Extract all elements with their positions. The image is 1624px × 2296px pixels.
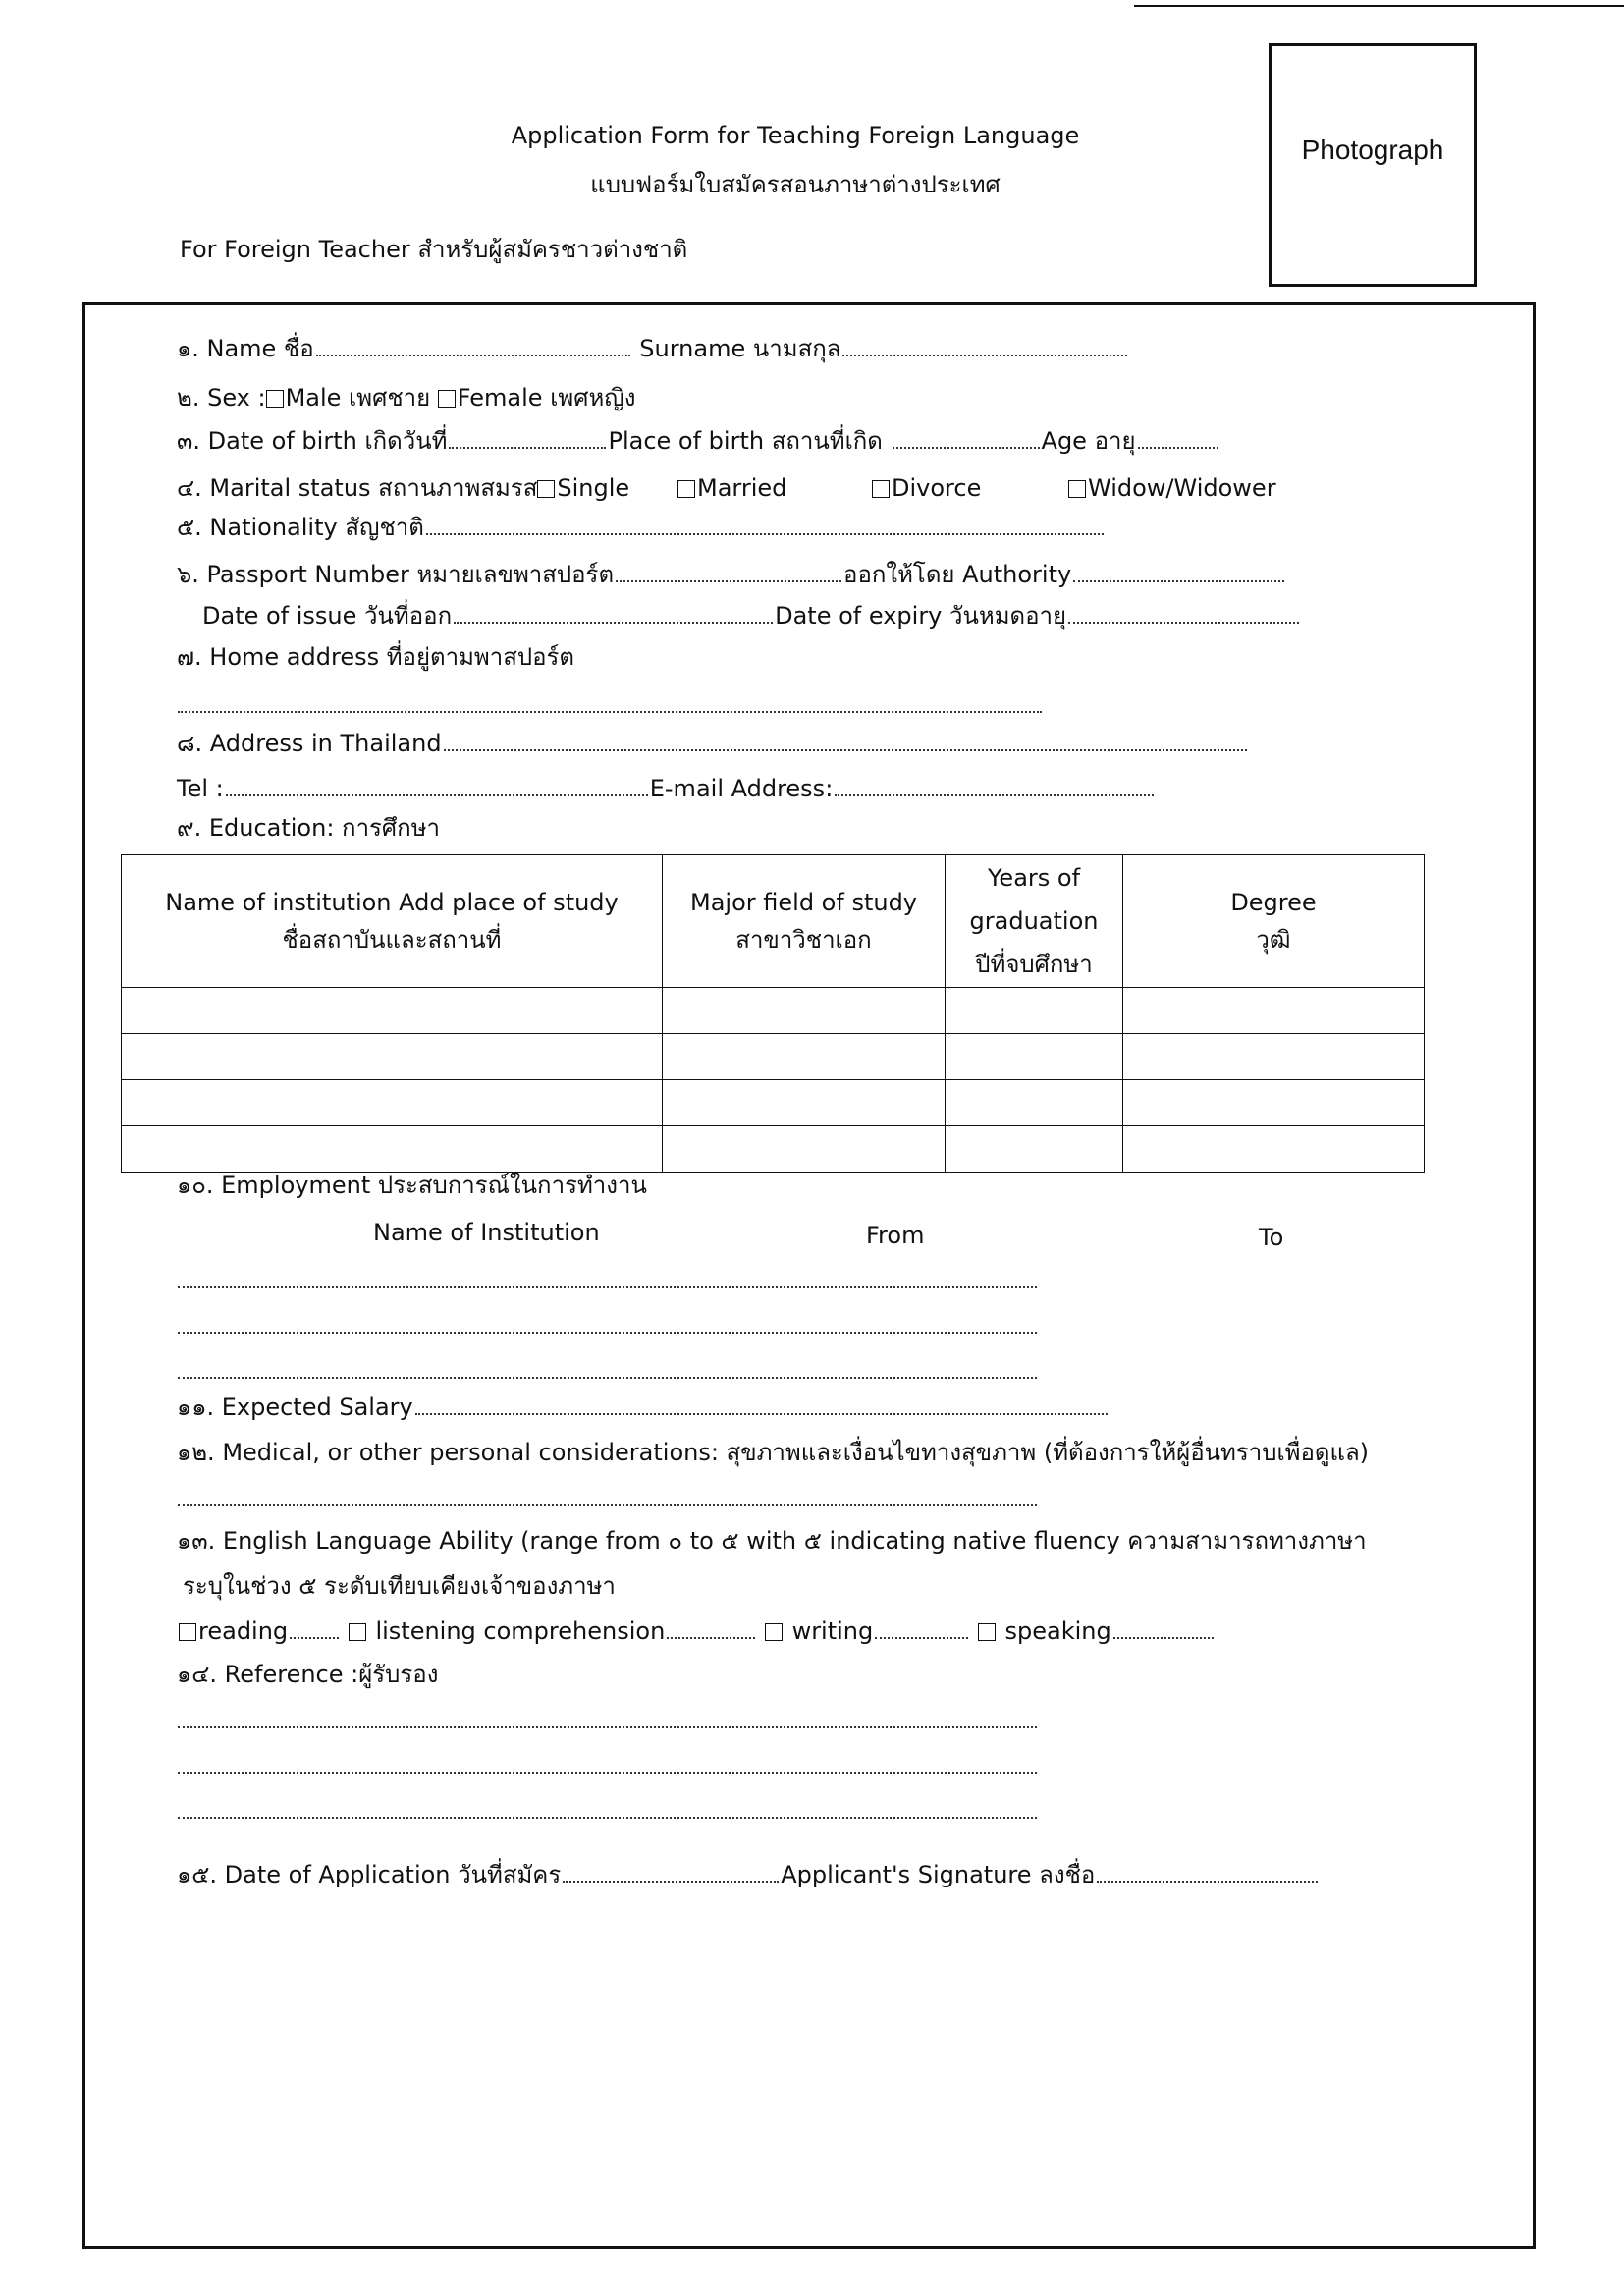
- table-cell[interactable]: [946, 988, 1123, 1034]
- form-title-en: Application Form for Teaching Foreign Language: [511, 122, 1080, 149]
- salary-label: ๑๑. Expected Salary: [177, 1394, 413, 1421]
- female-label: Female เพศหญิง: [457, 384, 636, 411]
- home-address-label: ๗. Home address ที่อยู่ตามพาสปอร์ต: [177, 643, 574, 671]
- nationality-field[interactable]: [426, 533, 1104, 535]
- table-cell[interactable]: [122, 988, 663, 1034]
- expiry-label: Date of expiry วันหมดอายุ: [775, 602, 1067, 629]
- emp-col-from: From: [866, 1222, 925, 1249]
- table-cell[interactable]: [122, 1034, 663, 1080]
- pob-label: Place of birth สถานที่เกิด: [608, 427, 883, 455]
- married-label: Married: [697, 474, 787, 502]
- speaking-field[interactable]: [1113, 1637, 1214, 1639]
- table-cell[interactable]: [1123, 1126, 1425, 1173]
- table-cell[interactable]: [663, 1080, 946, 1126]
- divorce-label: Divorce: [892, 474, 982, 502]
- writing-checkbox[interactable]: [765, 1623, 783, 1641]
- nationality-row: [177, 513, 1106, 542]
- emp-col-to: To: [1259, 1224, 1284, 1251]
- table-cell[interactable]: [663, 1126, 946, 1173]
- single-checkbox[interactable]: [537, 480, 555, 498]
- english-label-th: ระบุในช่วง ๕ ระดับเทียบเคียงเจ้าของภาษา: [183, 1572, 616, 1600]
- table-cell[interactable]: [946, 1080, 1123, 1126]
- reference-line[interactable]: [178, 1772, 1037, 1774]
- major-header: Major field of study สาขาวิชาเอก: [663, 855, 946, 988]
- passport-row: [177, 560, 1286, 589]
- surname-field[interactable]: [842, 355, 1127, 356]
- reading-field[interactable]: [290, 1637, 339, 1639]
- divorce-option: [872, 473, 981, 503]
- dob-field[interactable]: [449, 447, 606, 449]
- education-label: ๙. Education: การศึกษา: [177, 814, 440, 842]
- widow-option: [1068, 473, 1276, 503]
- contact-row: [177, 774, 1156, 803]
- tel-label: Tel :: [177, 775, 224, 802]
- marital-row: [177, 473, 629, 503]
- date-app-label: ๑๕. Date of Application วันที่สมัคร: [177, 1861, 562, 1888]
- email-label: E-mail Address:: [649, 775, 834, 802]
- institution-header: Name of institution Add place of study ชื่อสถาบันและสถานที่: [122, 855, 663, 988]
- table-cell[interactable]: [663, 988, 946, 1034]
- employment-line[interactable]: [178, 1332, 1037, 1334]
- email-field[interactable]: [835, 794, 1154, 796]
- reference-line[interactable]: [178, 1817, 1037, 1819]
- english-label: ๑๓. English Language Ability (range from ๐ to ๕ with ๕ indicating native fluency ความสามารถทางภาษา: [177, 1527, 1367, 1555]
- signature-field[interactable]: [1097, 1881, 1318, 1883]
- married-checkbox[interactable]: [677, 480, 695, 498]
- widow-label: Widow/Widower: [1088, 474, 1276, 502]
- date-app-field[interactable]: [563, 1881, 779, 1883]
- speaking-label: speaking: [1004, 1617, 1111, 1645]
- female-checkbox[interactable]: [438, 390, 456, 408]
- passport-field[interactable]: [616, 580, 841, 582]
- reading-label: reading: [198, 1617, 289, 1645]
- name-row: [177, 334, 1129, 363]
- table-row: [122, 1080, 1425, 1126]
- passport-label: ๖. Passport Number หมายเลขพาสปอร์ต: [177, 561, 615, 588]
- salary-field[interactable]: [415, 1413, 1108, 1415]
- education-header-row: [122, 855, 1425, 988]
- expiry-field[interactable]: [1068, 622, 1299, 624]
- form-subtitle: For Foreign Teacher สำหรับผู้สมัครชาวต่างชาติ: [180, 236, 688, 263]
- thai-address-row: [177, 729, 1249, 758]
- emp-col-name: Name of Institution: [373, 1219, 600, 1246]
- degree-header: Degree วุฒิ: [1123, 855, 1425, 988]
- skills-row: [179, 1616, 1216, 1646]
- photograph-label: Photograph: [1301, 135, 1444, 165]
- home-address-field[interactable]: [178, 711, 1042, 713]
- nationality-label: ๕. Nationality สัญชาติ: [177, 514, 424, 541]
- reference-line[interactable]: [178, 1726, 1037, 1728]
- writing-field[interactable]: [875, 1637, 968, 1639]
- listening-field[interactable]: [667, 1637, 755, 1639]
- employment-line[interactable]: [178, 1286, 1037, 1288]
- married-option: [677, 473, 786, 503]
- sex-label: ๒. Sex :: [177, 384, 266, 411]
- thai-address-label: ๘. Address in Thailand: [177, 730, 442, 757]
- male-label: Male เพศชาย: [285, 384, 431, 411]
- signature-label: Applicant's Signature ลงชื่อ: [781, 1861, 1096, 1888]
- speaking-checkbox[interactable]: [978, 1623, 996, 1641]
- marital-label: ๔. Marital status สถานภาพสมรส: [177, 474, 538, 502]
- name-field[interactable]: [316, 355, 630, 356]
- divorce-checkbox[interactable]: [872, 480, 890, 498]
- table-cell[interactable]: [1123, 988, 1425, 1034]
- salary-row: [177, 1393, 1110, 1422]
- top-rule: [1134, 5, 1624, 7]
- widow-checkbox[interactable]: [1068, 480, 1086, 498]
- dob-label: ๓. Date of birth เกิดวันที่: [177, 427, 448, 455]
- form-frame: [82, 302, 1536, 2249]
- employment-label: ๑๐. Employment ประสบการณ์ในการทำงาน: [177, 1172, 647, 1199]
- graduation-header: Years of graduation ปีที่จบศึกษา: [946, 855, 1123, 988]
- table-cell[interactable]: [946, 1126, 1123, 1173]
- table-cell[interactable]: [122, 1080, 663, 1126]
- medical-label: ๑๒. Medical, or other personal considerations: สุขภาพและเงื่อนไขทางสุขภาพ (ที่ต้องการให้ผู้อื่นทราบเพื่อดูแล): [177, 1439, 1370, 1466]
- table-cell[interactable]: [1123, 1080, 1425, 1126]
- tel-field[interactable]: [226, 794, 648, 796]
- listening-label: listening comprehension: [375, 1617, 666, 1645]
- listening-checkbox[interactable]: [349, 1623, 366, 1641]
- authority-label: ออกให้โดย Authority: [843, 561, 1072, 588]
- table-row: [122, 1034, 1425, 1080]
- table-row: [122, 988, 1425, 1034]
- pob-field[interactable]: [893, 447, 1040, 449]
- issue-field[interactable]: [454, 622, 773, 624]
- single-label: Single: [557, 474, 630, 502]
- age-label: Age อายุ: [1041, 427, 1136, 455]
- birth-row: [177, 426, 1220, 456]
- issue-label: Date of issue วันที่ออก: [202, 602, 453, 629]
- application-row: [177, 1860, 1320, 1889]
- name-label: ๑. Name ชื่อ: [177, 335, 314, 362]
- table-cell[interactable]: [946, 1034, 1123, 1080]
- sex-row: [177, 383, 635, 412]
- age-field[interactable]: [1138, 447, 1218, 449]
- reading-checkbox[interactable]: [179, 1623, 196, 1641]
- authority-field[interactable]: [1073, 580, 1284, 582]
- table-cell[interactable]: [663, 1034, 946, 1080]
- reference-label: ๑๔. Reference :ผู้รับรอง: [177, 1661, 439, 1688]
- issue-row: [202, 601, 1301, 630]
- table-cell[interactable]: [122, 1126, 663, 1173]
- form-title-th: แบบฟอร์มใบสมัครสอนภาษาต่างประเทศ: [590, 171, 1001, 198]
- medical-field[interactable]: [178, 1504, 1037, 1506]
- employment-line[interactable]: [178, 1377, 1037, 1379]
- writing-label: writing: [791, 1617, 874, 1645]
- table-row: [122, 1126, 1425, 1173]
- table-cell[interactable]: [1123, 1034, 1425, 1080]
- male-checkbox[interactable]: [266, 390, 284, 408]
- surname-label: Surname นามสกุล: [639, 335, 841, 362]
- thai-address-field[interactable]: [444, 749, 1247, 751]
- education-table: [121, 854, 1425, 1173]
